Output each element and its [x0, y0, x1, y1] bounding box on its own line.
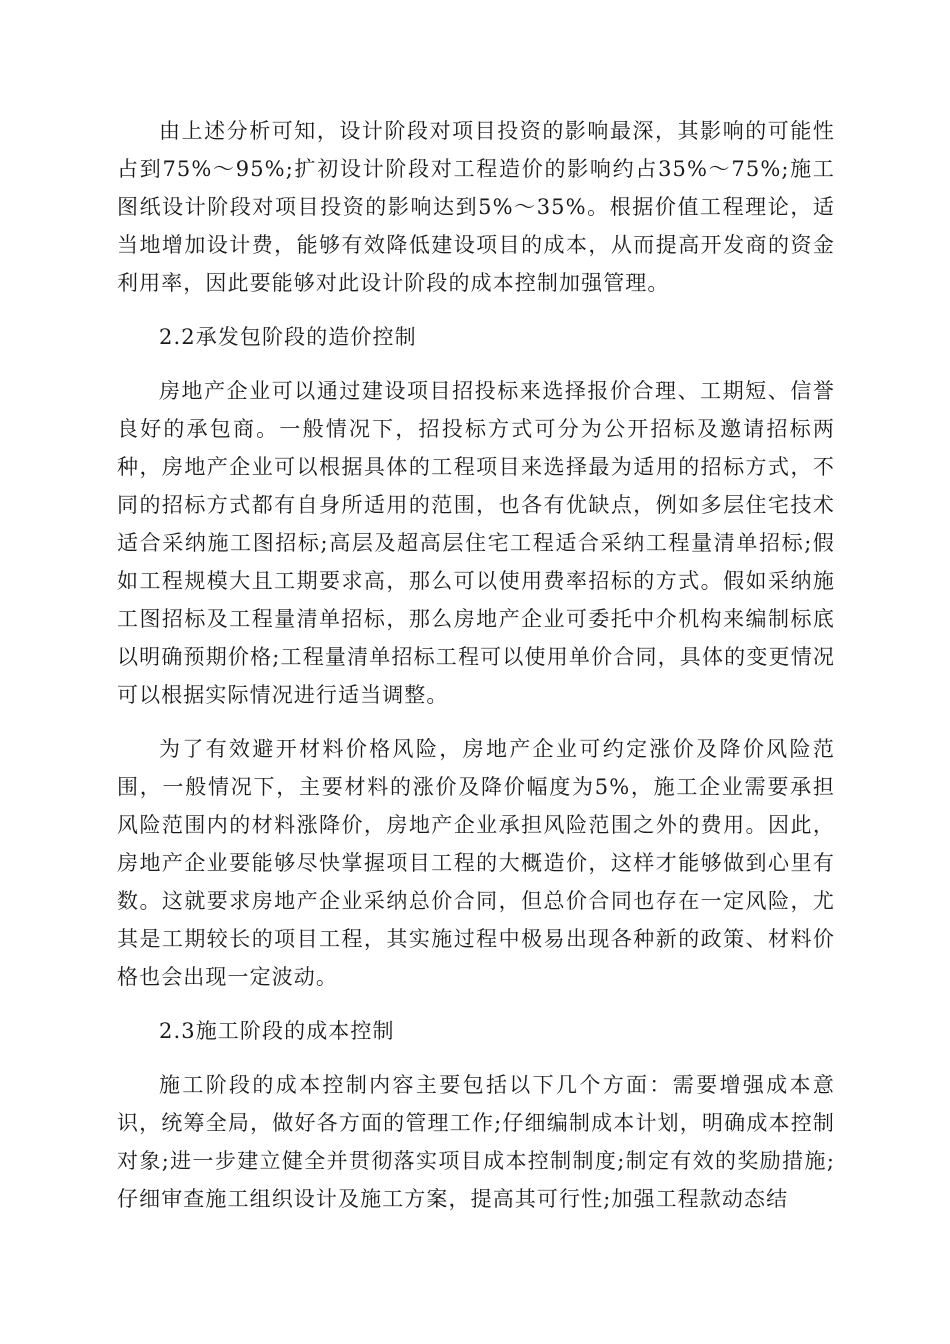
document-page	[117, 112, 835, 1234]
paragraph-construction-stage: 施工阶段的成本控制内容主要包括以下几个方面：需要增强成本意识，统筹全局，做好各方面的管理工作;仔细编制成本计划，明确成本控制对象;进一步建立健全并贯彻落实项目成本控制制度;制定有效的奖励措施;仔细审查施工组织设计及施工方案，提高其可行性;加强工程款动态结	[117, 1073, 835, 1211]
section-heading-2-3: 2.3施工阶段的成本控制	[159, 1019, 395, 1043]
paragraph-design-stage: 由上述分析可知，设计阶段对项目投资的影响最深，其影响的可能性占到75%～95%;扩初设计阶段对工程造价的影响约占35%～75%;施工图纸设计阶段对项目投资的影响达到5%～35%。根据价值工程理论，适当地增加设计费，能够有效降低建设项目的成本，从而提高开发商的资金利用率，因此要能够对此设计阶段的成本控制加强管理。	[117, 119, 835, 295]
section-heading-2-2: 2.2承发包阶段的造价控制	[159, 325, 417, 349]
paragraph-bidding: 房地产企业可以通过建设项目招投标来选择报价合理、工期短、信誉良好的承包商。一般情况下，招投标方式可分为公开招标及邀请招标两种，房地产企业可以根据具体的工程项目来选择最为适用的招标方式，不同的招标方式都有自身所适用的范围，也各有优缺点，例如多层住宅技术适合采纳施工图招标;高层及超高层住宅工程适合采纳工程量清单招标;假如工程规模大且工期要求高，那么可以使用费率招标的方式。假如采纳施工图招标及工程量清单招标，那么房地产企业可委托中介机构来编制标底以明确预期价格;工程量清单招标工程可以使用单价合同，具体的变更情况可以根据实际情况进行适当调整。	[117, 379, 835, 707]
paragraph-material-risk: 为了有效避开材料价格风险，房地产企业可约定涨价及降价风险范围，一般情况下，主要材料的涨价及降价幅度为5%，施工企业需要承担风险范围内的材料涨降价，房地产企业承担风险范围之外的费用。因此，房地产企业要能够尽快掌握项目工程的大概造价，这样才能够做到心里有数。这就要求房地产企业采纳总价合同，但总价合同也存在一定风险，尤其是工期较长的项目工程，其实施过程中极易出现各种新的政策、材料价格也会出现一定波动。	[117, 737, 835, 989]
